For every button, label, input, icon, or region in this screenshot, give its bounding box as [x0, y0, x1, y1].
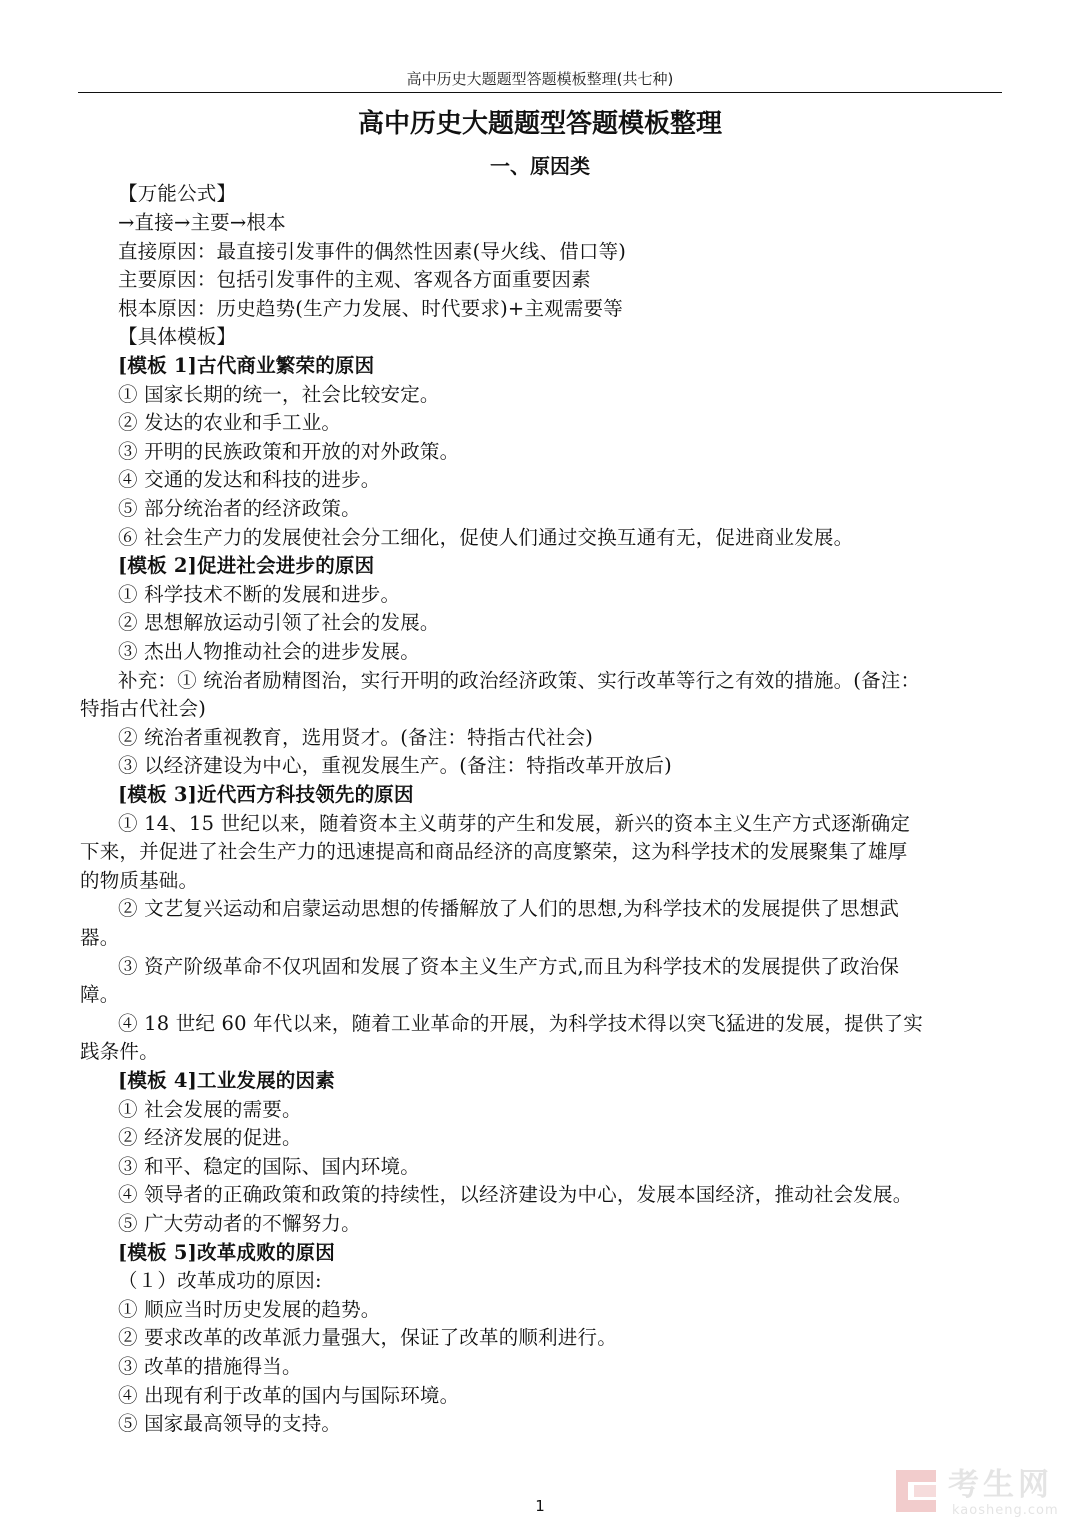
supplement-line-continued: 特指古代社会)	[80, 697, 207, 720]
watermark	[894, 1466, 1064, 1524]
template-3-title: [模板 3]近代西方科技领先的原因	[118, 783, 414, 806]
template-4-title: [模板 4]工业发展的因素	[118, 1069, 335, 1092]
template-2-title: [模板 2]促进社会进步的原因	[118, 554, 375, 577]
header-rule	[78, 92, 1002, 93]
template-heading: 【具体模板】	[118, 325, 237, 348]
list-item: ④ 领导者的正确政策和政策的持续性，以经济建设为中心，发展本国经济，推动社会发展。	[118, 1183, 913, 1206]
paragraph-line: 器。	[80, 926, 120, 949]
page-number: 1	[535, 1497, 545, 1515]
list-item: ⑤ 广大劳动者的不懈努力。	[118, 1212, 361, 1235]
paragraph-line: 障。	[80, 983, 120, 1006]
list-item: ④ 交通的发达和科技的进步。	[118, 468, 381, 491]
template-5-title: [模板 5]改革成败的原因	[118, 1241, 335, 1264]
list-item: ③ 改革的措施得当。	[118, 1355, 302, 1378]
list-item: ③ 杰出人物推动社会的进步发展。	[118, 640, 420, 663]
template-1-title: [模板 1]古代商业繁荣的原因	[118, 354, 375, 377]
subsection-label: （１）改革成功的原因:	[118, 1269, 322, 1292]
list-item: ③ 以经济建设为中心，重视发展生产。(备注：特指改革开放后)	[118, 754, 672, 777]
list-item: ① 国家长期的统一，社会比较安定。	[118, 383, 440, 406]
main-cause-line: 主要原因：包括引发事件的主观、客观各方面重要因素	[118, 268, 591, 291]
list-item: ② 统治者重视教育，选用贤才。(备注：特指古代社会)	[118, 726, 594, 749]
formula-heading: 【万能公式】	[118, 182, 237, 205]
paragraph-line: 下来，并促进了社会生产力的迅速提高和商品经济的高度繁荣，这为科学技术的发展聚集了雄厚	[80, 840, 908, 863]
watermark-url: kaosheng.com	[952, 1503, 1059, 1518]
list-item: ④ 出现有利于改革的国内与国际环境。	[118, 1384, 460, 1407]
list-item: ③ 开明的民族政策和开放的对外政策。	[118, 440, 460, 463]
list-item: ② 经济发展的促进。	[118, 1126, 302, 1149]
list-item: ③ 和平、稳定的国际、国内环境。	[118, 1155, 420, 1178]
list-item: ② 思想解放运动引领了社会的发展。	[118, 611, 440, 634]
direct-cause-line: 直接原因：最直接引发事件的偶然性因素(导火线、借口等)	[118, 240, 627, 263]
watermark-text: 考生网	[948, 1467, 1053, 1503]
paragraph-line: ① 14、15 世纪以来，随着资本主义萌芽的产生和发展，新兴的资本主义生产方式逐渐确定	[118, 812, 911, 835]
list-item: ⑤ 国家最高领导的支持。	[118, 1412, 342, 1435]
formula-chain: →直接→主要→根本	[118, 211, 286, 234]
list-item: ⑤ 部分统治者的经济政策。	[118, 497, 361, 520]
list-item: ① 顺应当时历史发展的趋势。	[118, 1298, 381, 1321]
paragraph-line: ④ 18 世纪 60 年代以来，随着工业革命的开展，为科学技术得以突飞猛进的发展，提供了实	[118, 1012, 923, 1035]
list-item: ⑥ 社会生产力的发展使社会分工细化，促使人们通过交换互通有无，促进商业发展。	[118, 526, 854, 549]
list-item: ② 发达的农业和手工业。	[118, 411, 342, 434]
paragraph-line: 践条件。	[80, 1040, 159, 1063]
document-title: 高中历史大题题型答题模板整理	[357, 109, 722, 139]
watermark-logo-icon	[894, 1468, 942, 1514]
section-title: 一、原因类	[490, 154, 590, 178]
paragraph-line: ② 文艺复兴运动和启蒙运动思想的传播解放了人们的思想,为科学技术的发展提供了思想武	[118, 897, 900, 920]
list-item: ① 社会发展的需要。	[118, 1098, 302, 1121]
root-cause-line: 根本原因：历史趋势(生产力发展、时代要求)+主观需要等	[118, 297, 623, 320]
paragraph-line: ③ 资产阶级革命不仅巩固和发展了资本主义生产方式,而且为科学技术的发展提供了政治保	[118, 955, 900, 978]
list-item: ① 科学技术不断的发展和进步。	[118, 583, 401, 606]
paragraph-line: 的物质基础。	[80, 869, 199, 892]
list-item: ② 要求改革的改革派力量强大，保证了改革的顺利进行。	[118, 1326, 617, 1349]
supplement-line: 补充：① 统治者励精图治，实行开明的政治经济政策、实行改革等行之有效的措施。(备注：	[118, 669, 921, 692]
running-header: 高中历史大题题型答题模板整理(共七种)	[406, 70, 674, 88]
